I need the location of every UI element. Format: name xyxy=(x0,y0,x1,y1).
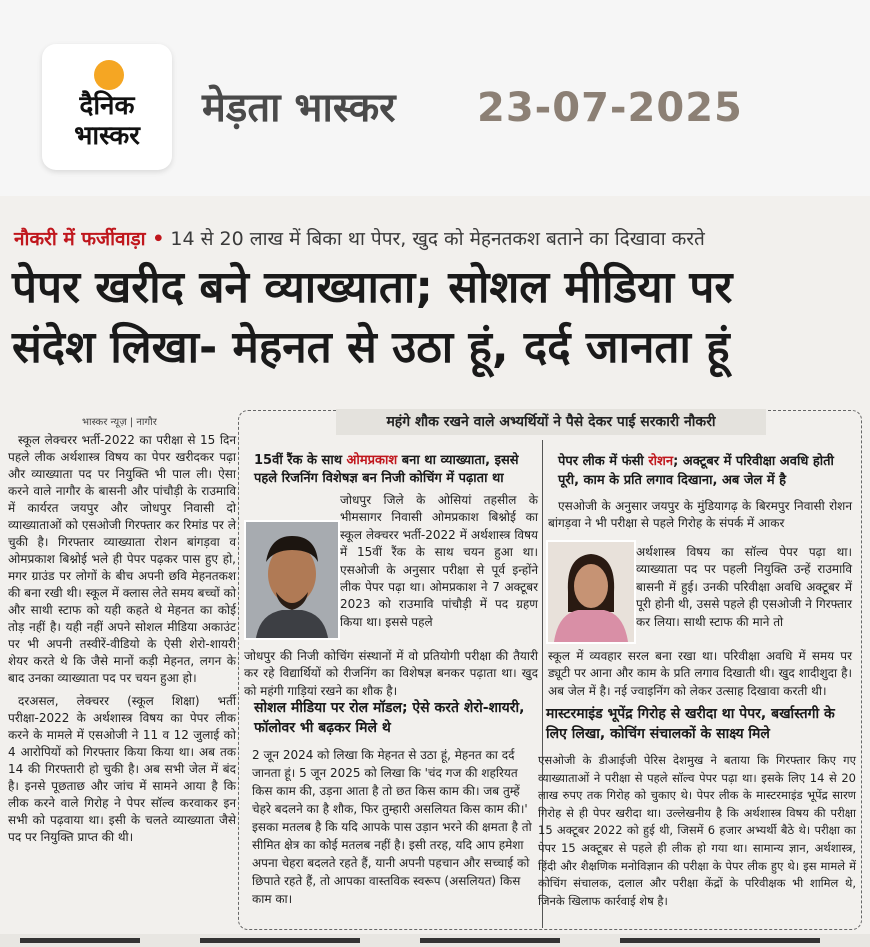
page-header xyxy=(0,0,870,196)
omprakash-photo xyxy=(244,520,340,640)
sub1-name: ओमप्रकाश xyxy=(346,453,398,468)
sub3-post: ; अक्टूबर में परिवीक्षा अवधि होती पूरी, काम के प्रति लगाव दिखाना, अब जेल में है xyxy=(558,454,834,488)
article-headline xyxy=(12,258,862,378)
left-paragraph-2: दरअसल, लेक्चरर (स्कूल शिक्षा) भर्ती परीक्षा-2022 के अर्थशास्त्र विषय का पेपर लीक करने के मामले में एसओजी ने 11 व 12 जुलाई को 4 आरोपियों को गिरफ्तार किया किया था। अब तक 14 की गिरफ्तारी हो चुकी है। अब सभी जेल में बंद है। इनसे पूछताछ और जांच में सामने आया है कि लीक करने वाले गिरोह ने पेपर सॉल्व करवाकर इन सभी को पढ़वाया था। इसी के चलते व्याख्याता जैसे पद पर नियुक्ति प्राप्त की थी। xyxy=(8,694,236,844)
mastermind-text: एसओजी के डीआईजी पेरिस देशमुख ने बताया कि गिरफ्तार किए गए व्याख्याताओं ने परीक्षा से पहले सॉल्व पेपर पढ़ा था। इसके लिए 14 से 20 लाख रुपए तक गिरोह को चुकाए थे। पेपर लीक के मास्टरमाइंड भूपेंद्र सारण गिरोह से ही पेपर खरीदा था। उल्लेखनीय है कि अर्थशास्त्र विषय की परीक्षा 15 अक्टूबर 2022 को हुई थी, जिसमें 6 हजार अभ्यर्थी बैठे थे। परीक्षा का पेपर 15 अक्टूबर से पहले ही लीक हो गया था। सामान्य ज्ञान, अर्थशास्त्र, हिंदी और शैक्षणिक मनोविज्ञान की परीक्षा के पेपर लीक हुए थे। इस मामले में कोचिंग संचालक, दलाल और परीक्षा केंद्रों के परिवीक्षक भी शामिल थे, जिनके खिलाफ कार्रवाई शेष है। xyxy=(538,753,856,908)
omprakash-text-2: जोधपुर की निजी कोचिंग संस्थानों में वो प्रतियोगी परीक्षा की तैयारी कर रहे विद्यार्थियों को रीजनिंग का विशेषज्ञ बनकर पढ़ाता था। खुद को महंगी गाड़ियां रखने का शौक है। xyxy=(244,649,538,698)
dainik-bhaskar-logo xyxy=(42,44,172,170)
byline: भास्कर न्यूज़ | नागौर xyxy=(82,417,157,428)
logo-text-line1: दैनिक xyxy=(79,91,135,121)
panel-banner: महंगे शौक रखने वाले अभ्यर्थियों ने पैसे देकर पाई सरकारी नौकरी xyxy=(336,409,766,435)
kicker-text: 14 से 20 लाख में बिका था पेपर, खुद को मेहनतकश बताने का दिखावा करते xyxy=(170,228,705,250)
roshan-text-2: अर्थशास्त्र विषय का सॉल्व पेपर पढ़ा था। व्याख्याता पद पर पहली नियुक्ति उन्हें राउमावि बासनी में हुई। उनकी परिवीक्षा अवधि अक्टूबर में पूरी होनी थी, उससे पहले ही एसओजी ने गिरफ्तार कर लिया। साथी स्टाफ की माने तो xyxy=(636,545,852,629)
sub3-pre: पेपर लीक में फंसी xyxy=(558,454,644,469)
edition-name: मेड़ता भास्कर xyxy=(202,85,396,131)
left-column xyxy=(8,432,236,852)
kicker-lead: नौकरी में फर्जीवाड़ा • xyxy=(14,228,165,250)
headline-line-1: पेपर खरीद बने व्याख्याता; सोशल मीडिया पर xyxy=(12,262,733,313)
sub3-name: रोशन xyxy=(648,454,674,469)
next-article-strip xyxy=(0,934,870,947)
sub1-post: बना था व्याख्याता, इससे पहले रिजनिंग विशेषज्ञ बन निजी कोचिंग में पढ़ाता था xyxy=(254,453,519,486)
roshan-text-1: एसओजी के अनुसार जयपुर के मुंडियागढ़ के बिरमपुर निवासी रोशन बांगड़वा ने भी परीक्षा से पहले गिरोह के संपर्क में आकर xyxy=(548,499,852,531)
social-media-text: 2 जून 2024 को लिखा कि मेहनत से उठा हूं, मेहनत का दर्द जानता हूं। 5 जून 2025 को लिखा कि 'चंद गज की शहरियत किस काम की, उड़ना आता है तो छत किस काम की। जब तुम्हें चेहरे बदलने का है शौक, फिर तुम्हारी असलियत किस काम की।' इसका मतलब है कि यदि आपके पास उड़ान भरने की क्षमता है तो सीमित क्षेत्र का कोई मतलब नहीं है। इसी तरह, यदि आप हमेशा अपना चेहरा बदलते रहते हैं, यानी अपनी पहचान और सच्चाई को छिपाते रहते हैं, तो आपका वास्तविक स्वरूप (असलियत) किस काम का। xyxy=(252,748,532,906)
man-portrait-icon xyxy=(246,522,338,638)
headline-line-2: संदेश लिखा- मेहनत से उठा हूं, दर्द जानता हूं xyxy=(12,322,730,373)
social-media-subheading: सोशल मीडिया पर रोल मॉडल; ऐसे करते शेरो-शायरी, फॉलोवर भी बढ़कर मिले थे xyxy=(254,700,525,736)
sub1-pre: 15वीं रैंक के साथ xyxy=(254,453,343,468)
edition-date: 23-07-2025 xyxy=(477,85,743,131)
sun-icon xyxy=(94,60,124,90)
roshan-text-3: स्कूल में व्यवहार सरल बना रखा था। परिवीक्षा अवधि में समय पर ड्यूटी पर आना और काम के प्रति लगाव दिखाती थी। खुद शादीशुदा है। अब जेल में है। नई ज्वाइनिंग को लेकर उत्साह दिखावा करती थी। xyxy=(548,649,852,698)
article-kicker xyxy=(14,226,864,252)
mastermind-subheading: मास्टरमाइंड भूपेंद्र गिरोह से खरीदा था पेपर, बर्खास्तगी के लिए लिखा, कोचिंग संचालकों के साक्ष्य मिले xyxy=(546,706,835,742)
left-paragraph-1: स्कूल लेक्चरर भर्ती-2022 का परीक्षा से 15 दिन पहले लीक अर्थशास्त्र विषय का पेपर खरीदकर पढ़ा और व्याख्याता पद पर नियुक्ति भी पाल ली। ऐसा करने वाले नागौर के बासनी और पांचौड़ी के राउमावि में कार्यरत जयपुर और जोधपुर निवासी दो व्याख्याताओं को एसओजी गिरफ्तार कर रिमांड पर ले चुकी है। गिरफ्तार व्याख्याता रोशन बांगड़वा व ओमप्रकाश बिश्नोई भले ही पेपर पढ़कर पास हुए हो, मगर ग्राउंड पर लोगों के बीच अपनी छवि मेहनतकश की बना रखी थी। स्कूल में क्लास लेते समय बच्चों को और साथी स्टाफ को यही कहते थे मेहनत का कोई तोड़ नहीं है। यही नहीं अपने सोशल मीडिया अकाउंट पर भी अपनी तस्वीरें-वीडियो के ऐसी शेरो-शायरी शेयर करते थे कि जैसे मानों कड़ी मेहनत, लगन के बाद उनका व्याख्याता पद पर चयन हुआ हो। xyxy=(8,433,236,685)
omprakash-subheading xyxy=(254,452,538,488)
roshan-subheading xyxy=(558,452,848,490)
omprakash-text-1: जोधपुर जिले के ओसियां तहसील के भीमसागर निवासी ओमप्रकाश बिश्नोई का स्कूल लेक्चरर भर्ती-2022 में अर्थशास्त्र विषय में 15वीं रैंक के साथ चयन हुआ था। एसओजी के अनुसार परीक्षा से पूर्व इन्होंने लीक पेपर पढ़ा था। ओमप्रकाश ने 7 अक्टूबर 2023 को राउमावि पांचौड़ी में पद ग्रहण किया था। इससे पहले xyxy=(340,493,538,629)
woman-portrait-icon xyxy=(548,542,634,642)
roshan-photo xyxy=(546,540,636,644)
logo-text-line2: भास्कर xyxy=(74,121,140,151)
